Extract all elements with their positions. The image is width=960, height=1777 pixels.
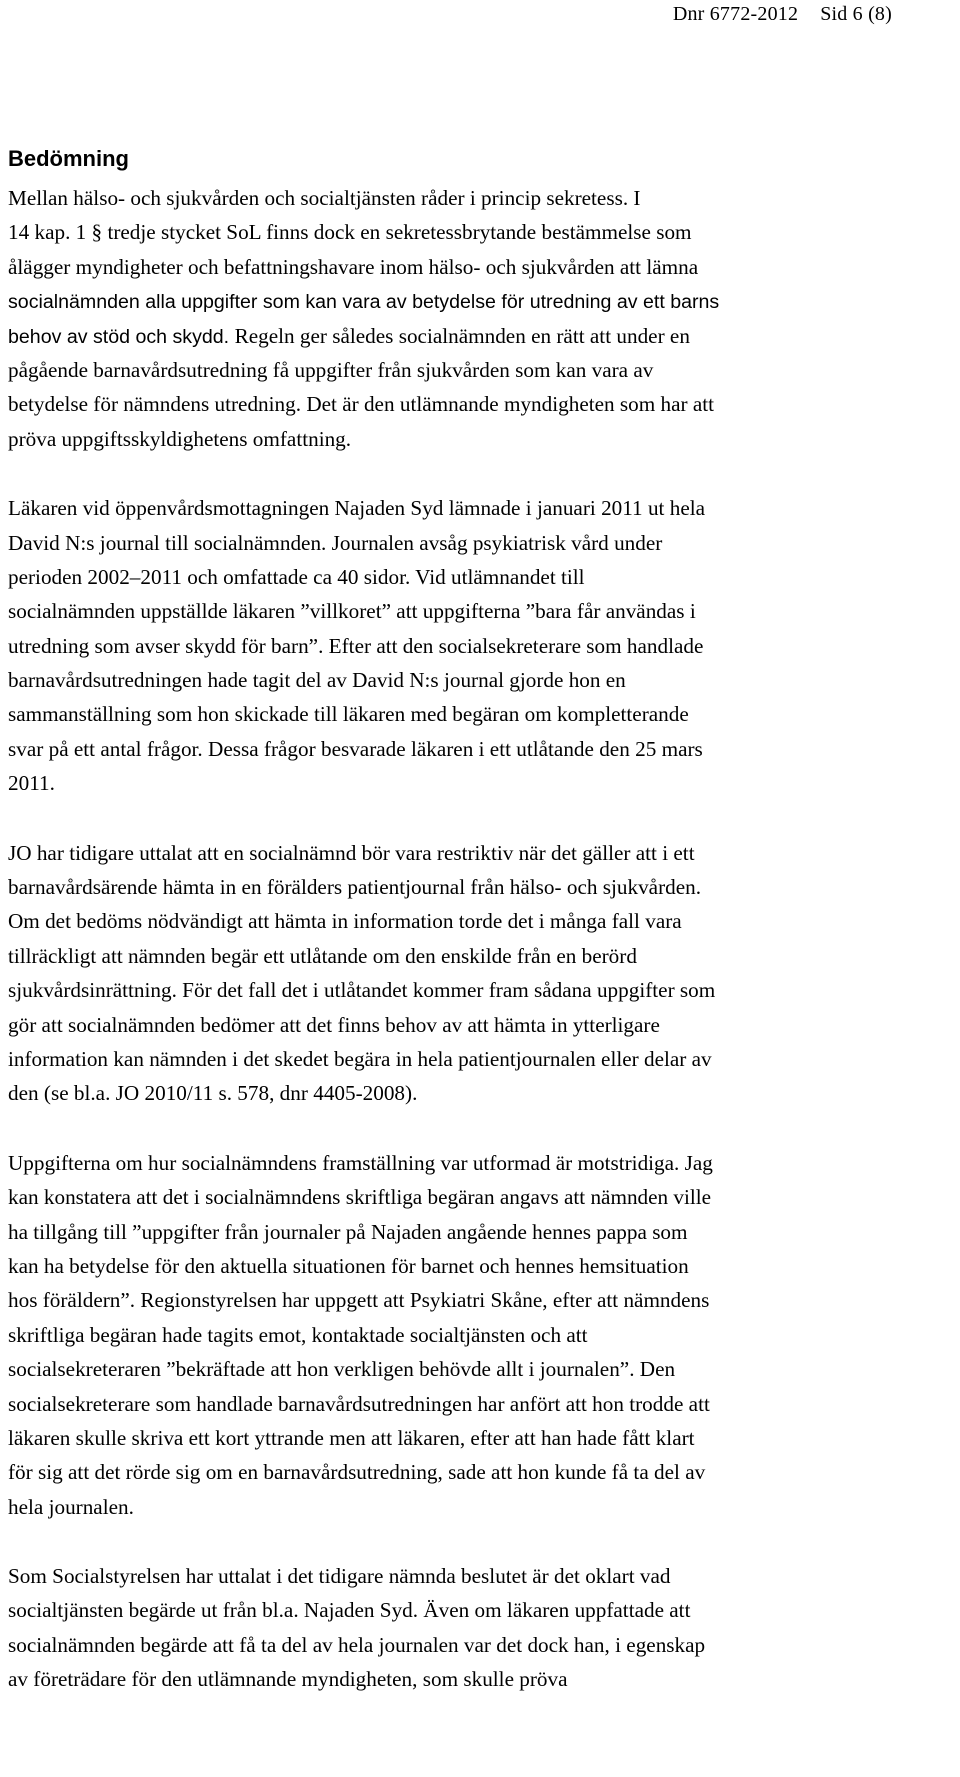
text-run: Läkaren vid öppenvårdsmottagningen Najaden Syd lämnade i januari 2011 ut hela: [8, 496, 706, 521]
text-line: [8, 1146, 948, 1180]
text-line: [8, 629, 948, 663]
text-run: Mellan hälso- och sjukvården och socialtjänsten råder i princip sekretess. I: [8, 186, 641, 210]
text-run: av företrädare för den utlämnande myndigheten, som skulle pröva: [8, 1667, 568, 1692]
text-run: JO har tidigare uttalat att en socialnämnd bör vara restriktiv när det gäller att i ett: [8, 840, 695, 865]
document-body: [8, 146, 948, 1697]
text-line: [8, 594, 948, 628]
text-run: kan ha betydelse för den aktuella situationen för barnet och hennes hemsituation: [8, 1253, 689, 1278]
text-run: tillräckligt att nämnden begär ett utlåtande om den enskilde från en berörd: [8, 943, 637, 968]
text-line: [8, 560, 948, 594]
text-line: [8, 766, 948, 800]
text-run: ha tillgång till ”uppgifter från journaler på Najaden angående hennes pappa som: [8, 1219, 688, 1244]
text-run: barnavårdsärende hämta in en förälders patientjournal från hälso- och sjukvården.: [8, 875, 702, 900]
text-line: [8, 1215, 948, 1249]
text-run: betydelse för nämndens utredning.: [8, 392, 307, 417]
text-run: pågående barnavårdsutredning få uppgifter från sjukvården som kan vara av: [8, 357, 654, 382]
text-run: sammanställning som hon skickade till läkaren med begäran om kompletterande: [8, 702, 689, 727]
text-line: [8, 1352, 948, 1386]
section-heading: Bedömning: [8, 146, 129, 171]
text-run: gör att socialnämnden bedömer att det finns behov av att hämta in ytterligare: [8, 1012, 660, 1037]
text-line: [8, 1318, 948, 1352]
text-run: socialsekreterare som handlade barnavårdsutredningen har anfört att hon trodde att: [8, 1391, 710, 1416]
page-number: Sid 6 (8): [820, 3, 892, 25]
paragraph-spacer: [8, 1111, 948, 1146]
text-run: utredning som avser skydd för barn”. Efter att den socialsekreterare som handlade: [8, 633, 704, 658]
page-header: [673, 3, 892, 26]
text-line: [8, 1593, 948, 1627]
text-run: sjukvårdsinrättning. För det fall det i utlåtandet kommer fram sådana uppgifter som: [8, 978, 716, 1003]
text-run: Det är den utlämnande myndigheten som har att: [306, 392, 715, 417]
text-line: [8, 732, 948, 766]
text-run: 2011.: [8, 771, 55, 796]
text-run: socialsekreteraren ”bekräftade att hon verkligen behövde allt i journalen”. Den: [8, 1357, 676, 1382]
text-line: [8, 939, 948, 973]
text-run: ålägger myndigheter och befattningshavare inom hälso- och sjukvården att lämna: [8, 254, 699, 279]
text-run: kan konstatera att det i socialnämndens skriftliga begäran angavs att nämnden ville: [8, 1185, 712, 1210]
text-line: [8, 250, 948, 284]
text-run: David N:s journal till socialnämnden. Journalen avsåg psykiatrisk vård under: [8, 530, 663, 555]
text-line: [8, 1662, 948, 1696]
text-line: [8, 1421, 948, 1455]
text-run: hela journalen.: [8, 1494, 134, 1519]
text-run: Uppgifterna om hur socialnämndens framställning var utformad är motstridiga. Jag: [8, 1150, 713, 1175]
text-line: [8, 215, 948, 249]
text-run: skriftliga begäran hade tagits emot, kontaktade socialtjänsten och att: [8, 1322, 588, 1347]
text-line: [8, 870, 948, 904]
text-line: [8, 1455, 948, 1489]
text-run: svar på ett antal frågor. Dessa frågor besvarade läkaren i ett utlåtande den 25 mars: [8, 736, 703, 761]
text-line: [8, 1076, 948, 1110]
text-run: socialnämnden uppställde läkaren ”villkoret” att uppgifterna ”bara får användas i: [8, 599, 696, 624]
text-line: [8, 1008, 948, 1042]
paragraph: [8, 836, 948, 1111]
text-run: Om det bedöms nödvändigt att hämta in information torde det i många fall vara: [8, 909, 682, 934]
paragraph: [8, 1559, 948, 1697]
text-line: [8, 284, 948, 318]
text-line: [8, 387, 948, 421]
paragraph: [8, 1146, 948, 1524]
text-run: socialnämnden alla uppgifter som kan vara av betydelse för utredning av ett barns: [8, 291, 720, 314]
text-line: [8, 422, 948, 456]
text-line: [8, 1042, 948, 1076]
text-line: [8, 1180, 948, 1214]
document-number: Dnr 6772-2012: [672, 3, 799, 25]
text-line: [8, 319, 948, 353]
text-line: [8, 1283, 948, 1317]
paragraph-spacer: [8, 801, 948, 836]
text-line: [8, 697, 948, 731]
paragraph: [8, 181, 948, 456]
text-run: läkaren skulle skriva ett kort yttrande men att läkaren, efter att han hade fått klart: [8, 1425, 695, 1450]
text-line: [8, 973, 948, 1007]
text-run: barnavårdsutredningen hade tagit del av David N:s journal gjorde hon en: [8, 668, 626, 693]
text-run: Som Socialstyrelsen har uttalat i det tidigare nämnda beslutet är det oklart vad: [8, 1564, 671, 1589]
text-line: [8, 1387, 948, 1421]
text-line: [8, 1628, 948, 1662]
text-run: hos föräldern”. Regionstyrelsen har uppgett att Psykiatri Skåne, efter att nämndens: [8, 1288, 710, 1313]
text-line: [8, 1249, 948, 1283]
text-line: [8, 1490, 948, 1524]
paragraph-spacer: [8, 1524, 948, 1559]
text-run: för sig att det rörde sig om en barnavårdsutredning, sade att hon kunde få ta del av: [8, 1460, 706, 1485]
text-run: socialtjänsten begärde ut från bl.a. Najaden Syd. Även om läkaren uppfattade att: [8, 1598, 691, 1623]
text-run: socialnämnden begärde att få ta del av hela journalen var det dock han, i egenskap: [8, 1632, 706, 1657]
text-line: [8, 836, 948, 870]
text-line: [8, 1559, 948, 1593]
text-line: [8, 526, 948, 560]
text-line: [8, 353, 948, 387]
text-run: den (se bl.a. JO 2010/11 s. 578, dnr 4405-2008).: [8, 1081, 418, 1106]
text-run: Regeln ger således socialnämnden en rätt att under en: [234, 323, 690, 348]
paragraph-spacer: [8, 456, 948, 491]
text-run: behov av stöd och skydd.: [8, 325, 235, 348]
paragraph: [8, 491, 948, 801]
text-line: [8, 663, 948, 697]
text-line: [8, 491, 948, 525]
text-line: [8, 904, 948, 938]
text-run: 14 kap. 1 § tredje stycket SoL finns dock en sekretessbrytande bestämmelse som: [8, 220, 692, 245]
text-run: information kan nämnden i det skedet begära in hela patientjournalen eller delar av: [8, 1046, 712, 1071]
text-run: pröva uppgiftsskyldighetens omfattning.: [8, 426, 352, 451]
text-line: [8, 181, 948, 215]
text-run: perioden 2002–2011 och omfattade ca 40 sidor. Vid utlämnandet till: [8, 564, 585, 589]
paragraphs: [8, 181, 948, 1697]
